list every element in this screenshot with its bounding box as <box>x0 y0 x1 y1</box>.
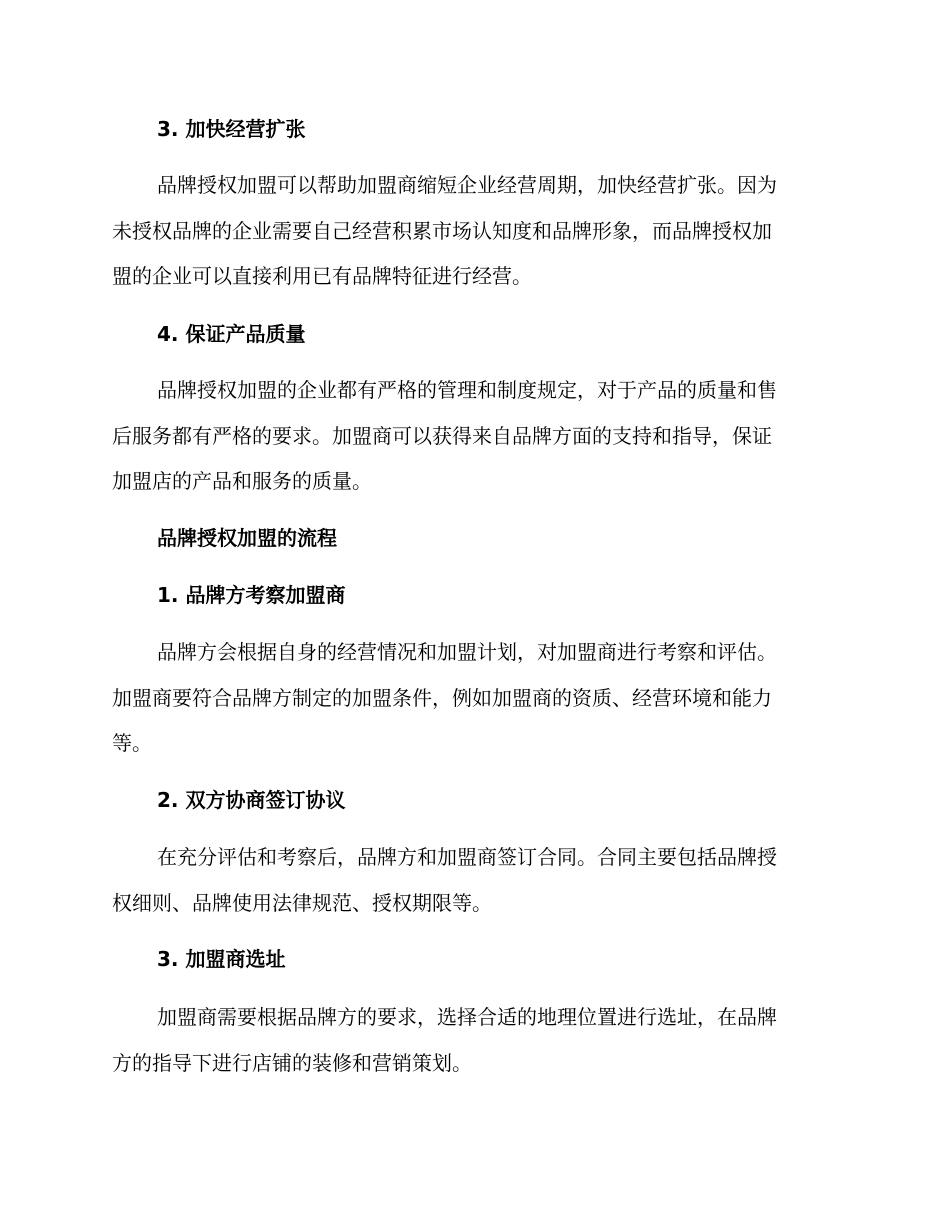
paragraph-line: 方的指导下进行店铺的装修和营销策划。 <box>112 1050 472 1075</box>
section-paragraph <box>112 630 832 767</box>
section-heading: 品牌授权加盟的流程 <box>157 526 337 550</box>
section-paragraph <box>112 163 832 300</box>
section-paragraph <box>112 835 832 926</box>
paragraph-line: 加盟店的产品和服务的质量。 <box>112 469 372 493</box>
paragraph-line: 品牌授权加盟可以帮助加盟商缩短企业经营周期，加快经营扩张。因为 <box>157 173 777 197</box>
section-paragraph <box>112 368 832 505</box>
paragraph-line: 盟的企业可以直接利用已有品牌特征进行经营。 <box>112 264 532 288</box>
paragraph-line: 未授权品牌的企业需要自己经营积累市场认知度和品牌形象，而品牌授权加 <box>112 218 772 243</box>
paragraph-line: 等。 <box>112 731 152 755</box>
paragraph-line: 品牌方会根据自身的经营情况和加盟计划，对加盟商进行考察和评估。 <box>157 640 777 664</box>
paragraph-line: 后服务都有严格的要求。加盟商可以获得来自品牌方面的支持和指导，保证 <box>112 423 772 448</box>
section-heading: 1. 品牌方考察加盟商 <box>157 583 346 607</box>
section-heading: 2. 双方协商签订协议 <box>157 788 346 812</box>
paragraph-line: 品牌授权加盟的企业都有严格的管理和制度规定，对于产品的质量和售 <box>157 378 777 402</box>
paragraph-line: 加盟商要符合品牌方制定的加盟条件，例如加盟商的资质、经营环境和能力 <box>112 685 772 710</box>
paragraph-line: 加盟商需要根据品牌方的要求，选择合适的地理位置进行选址，在品牌 <box>157 1005 777 1029</box>
paragraph-line: 在充分评估和考察后，品牌方和加盟商签订合同。合同主要包括品牌授 <box>157 845 777 869</box>
section-heading: 4. 保证产品质量 <box>157 322 306 346</box>
section-heading: 3. 加盟商选址 <box>157 947 286 971</box>
section-paragraph <box>112 995 832 1086</box>
paragraph-line: 权细则、品牌使用法律规范、授权期限等。 <box>112 890 492 915</box>
section-heading: 3. 加快经营扩张 <box>157 117 306 141</box>
